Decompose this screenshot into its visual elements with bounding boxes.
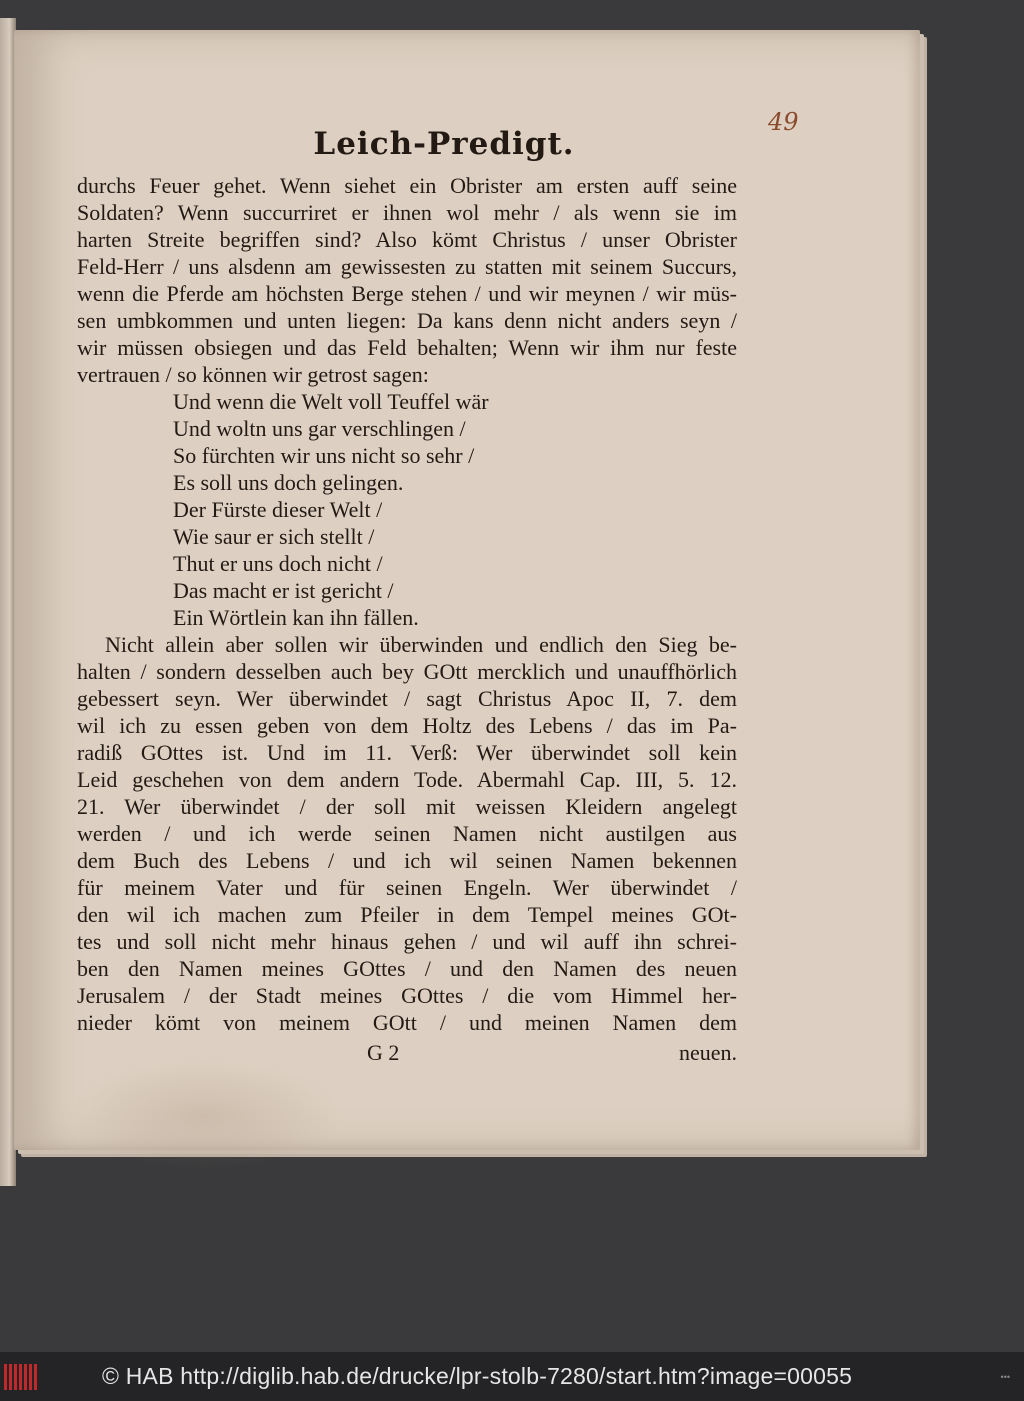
page-footer	[77, 1039, 737, 1067]
text-line: tes und soll nicht mehr hinaus gehen / und wil auff ihn schrei-	[77, 929, 737, 954]
text-line: Leid geschehen von dem andern Tode. Abermahl Cap. III, 5. 12.	[77, 767, 737, 792]
verse-line: So fürchten wir uns nicht so sehr /	[173, 443, 475, 468]
verse-line: Das macht er ist gericht /	[173, 578, 394, 603]
catchword: neuen.	[678, 1040, 737, 1065]
verse-line: Der Fürste dieser Welt /	[173, 497, 383, 522]
text-line: durchs Feuer gehet. Wenn siehet ein Obrister am ersten auff seine	[77, 173, 737, 198]
footer-link[interactable]: © HAB http://diglib.hab.de/drucke/lpr-stolb-7280/start.htm?image=00055	[102, 1363, 853, 1389]
text-line: nieder kömt von meinem GOtt / und meinen Namen dem	[77, 1010, 737, 1035]
body-text	[77, 172, 737, 1067]
text-line: Feld-Herr / uns alsdenn am gewissesten zu statten mit seinem Succurs,	[77, 254, 737, 279]
verse-line: Thut er uns doch nicht /	[173, 551, 383, 576]
text-line: dem Buch des Lebens / und ich wil seinen Namen bekennen	[77, 848, 737, 873]
paper-stain	[64, 1060, 344, 1170]
text-line: radiß GOttes ist. Und im 11. Verß: Wer überwindet soll kein	[77, 740, 737, 765]
verse-line: Und wenn die Welt voll Teuffel wär	[173, 389, 489, 414]
running-header: Leich-Predigt.	[313, 126, 575, 162]
text-line: gebessert seyn. Wer überwindet / sagt Christus Apoc II, 7. dem	[77, 686, 737, 711]
text-line: vertrauen / so können wir getrost sagen:	[77, 362, 429, 387]
hymn-verse	[77, 388, 737, 631]
viewer-footer-bar	[0, 1352, 1024, 1401]
opening-lines	[77, 172, 737, 388]
text-line: harten Streite begriffen sind? Also kömt Christus / unser Obrister	[77, 227, 737, 252]
text-line: wir müssen obsiegen und das Feld behalten; Wenn wir ihm nur feste	[77, 335, 737, 360]
more-dots-icon[interactable]: •••	[1000, 1372, 1010, 1382]
text-line: sen umbkommen und unten liegen: Da kans denn nicht anders seyn /	[77, 308, 737, 333]
verse-line: Und woltn uns gar verschlingen /	[173, 416, 466, 441]
text-line: Jerusalem / der Stadt meines GOttes / die vom Himmel her-	[77, 983, 737, 1008]
text-line: ben den Namen meines GOttes / und den Namen des neuen	[77, 956, 737, 981]
signature-mark: G 2	[367, 1040, 400, 1065]
text-line: werden / und ich werde seinen Namen nicht austilgen aus	[77, 821, 737, 846]
text-line: wenn die Pferde am höchsten Berge stehen / und wir meynen / wir müs-	[77, 281, 737, 306]
text-line: wil ich zu essen geben von dem Holtz des Lebens / das im Pa-	[77, 713, 737, 738]
hab-barcode-logo-icon[interactable]	[4, 1362, 40, 1392]
text-line: Soldaten? Wenn succurriret er ihnen wol mehr / als wenn sie im	[77, 200, 737, 225]
folio-number: 49	[768, 108, 799, 136]
text-line: halten / sondern desselben auch bey GOtt mercklich und unauffhörlich	[77, 659, 737, 684]
text-line: 21. Wer überwindet / der soll mit weissen Kleidern angelegt	[77, 794, 737, 819]
verse-line: Wie saur er sich stellt /	[173, 524, 375, 549]
text-line: den wil ich machen zum Pfeiler in dem Tempel meines GOt-	[77, 902, 737, 927]
verse-line: Ein Wörtlein kan ihn fällen.	[173, 605, 419, 630]
verse-line: Es soll uns doch gelingen.	[173, 470, 404, 495]
text-line: Nicht allein aber sollen wir überwinden und endlich den Sieg be-	[105, 632, 737, 657]
text-line: für meinem Vater und für seinen Engeln. Wer überwindet /	[77, 875, 737, 900]
book-page	[14, 30, 920, 1150]
paragraph-lines	[77, 631, 737, 1036]
